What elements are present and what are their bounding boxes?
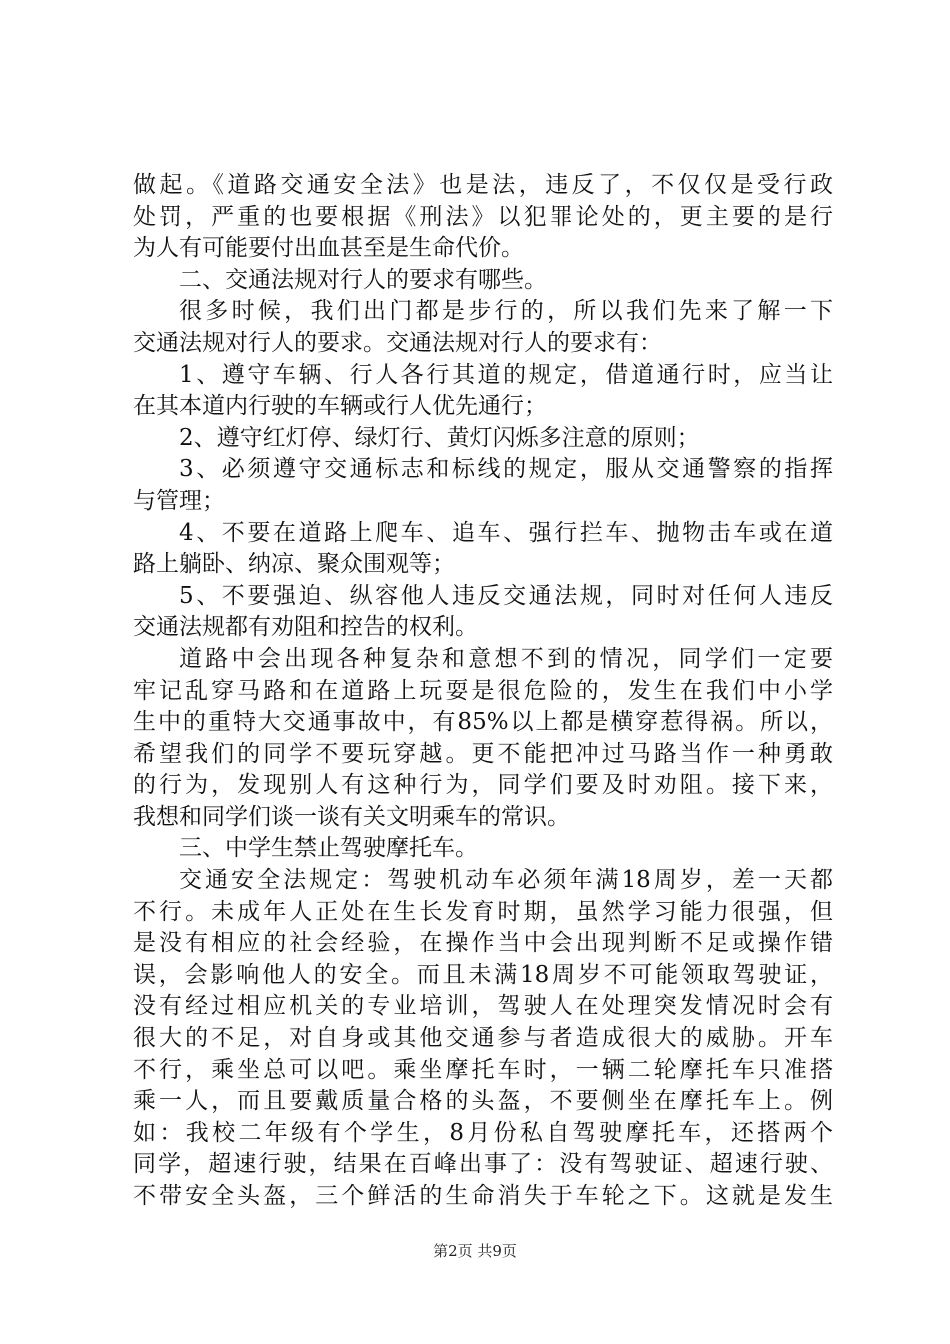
body-text-line: 是没有相应的社会经验，在操作当中会出现判断不足或操作错	[133, 930, 833, 957]
body-text-line: 不行，乘坐总可以吧。乘坐摩托车时，一辆二轮摩托车只准搭	[133, 1056, 833, 1083]
body-text-line: 在其本道内行驶的车辆或行人优先通行；	[133, 393, 547, 420]
body-text-line: 没有经过相应机关的专业培训，驾驶人在处理突发情况时会有	[133, 993, 833, 1020]
body-text-line: 与管理；	[133, 487, 225, 514]
body-text-line: 做起。《道路交通安全法》也是法，违反了，不仅仅是受行政	[133, 172, 833, 198]
body-text-line: 很大的不足，对自身或其他交通参与者造成很大的威胁。开车	[133, 1025, 833, 1052]
body-text-line: 希望我们的同学不要玩穿越。更不能把冲过马路当作一种勇敢	[133, 740, 833, 767]
body-text-line: 生中的重特大交通事故中，有85%以上都是横穿惹得祸。所以，	[133, 709, 833, 736]
body-text-line: 三、中学生禁止驾驶摩托车。	[179, 835, 478, 862]
body-text-line: 我想和同学们谈一谈有关文明乘车的常识。	[133, 803, 570, 830]
body-text-line: 1、遵守车辆、行人各行其道的规定，借道通行时，应当让	[179, 361, 833, 388]
body-text-line: 乘一人，而且要戴质量合格的头盔，不要侧坐在摩托车上。例	[133, 1088, 833, 1115]
page-footer: 第2页 共9页	[433, 1242, 517, 1260]
body-text-line: 误，会影响他人的安全。而且未满18周岁不可能领取驾驶证，	[133, 961, 833, 988]
body-text-line: 交通法规都有劝阻和控告的权利。	[133, 614, 478, 641]
body-text-line: 2、遵守红灯停、绿灯行、黄灯闪烁多注意的原则；	[179, 424, 700, 451]
body-text-line: 不带安全头盔，三个鲜活的生命消失于车轮之下。这就是发生	[133, 1183, 833, 1209]
body-text-line: 的行为，发现别人有这种行为，同学们要及时劝阻。接下来，	[133, 772, 833, 799]
document-body	[133, 170, 833, 1213]
body-text-line: 道路中会出现各种复杂和意想不到的情况，同学们一定要	[179, 645, 833, 672]
body-text-line: 4、不要在道路上爬车、追车、强行拦车、抛物击车或在道	[179, 519, 833, 546]
body-text-line: 很多时候，我们出门都是步行的，所以我们先来了解一下	[179, 298, 833, 325]
body-text-line: 路上躺卧、纳凉、聚众围观等；	[133, 551, 455, 578]
body-text-line: 同学，超速行驶，结果在百峰出事了：没有驾驶证、超速行驶、	[133, 1151, 833, 1178]
body-text-line: 牢记乱穿马路和在道路上玩耍是很危险的，发生在我们中小学	[133, 677, 833, 704]
body-text-line: 处罚，严重的也要根据《刑法》以犯罪论处的，更主要的是行	[133, 203, 833, 230]
body-text-line: 如：我校二年级有个学生，8月份私自驾驶摩托车，还搭两个	[133, 1119, 833, 1146]
body-text-line: 交通法规对行人的要求。交通法规对行人的要求有：	[133, 329, 662, 356]
body-text-line: 3、必须遵守交通标志和标线的规定，服从交通警察的指挥	[179, 456, 833, 483]
body-text-line: 5、不要强迫、纵容他人违反交通法规，同时对任何人违反	[179, 582, 833, 609]
body-text-line: 二、交通法规对行人的要求有哪些。	[179, 266, 547, 293]
body-text-line: 为人有可能要付出血甚至是生命代价。	[133, 235, 524, 262]
body-text-line: 交通安全法规定：驾驶机动车必须年满18周岁，差一天都	[179, 867, 833, 894]
body-text-line: 不行。未成年人正处在生长发育时期，虽然学习能力很强，但	[133, 898, 833, 925]
